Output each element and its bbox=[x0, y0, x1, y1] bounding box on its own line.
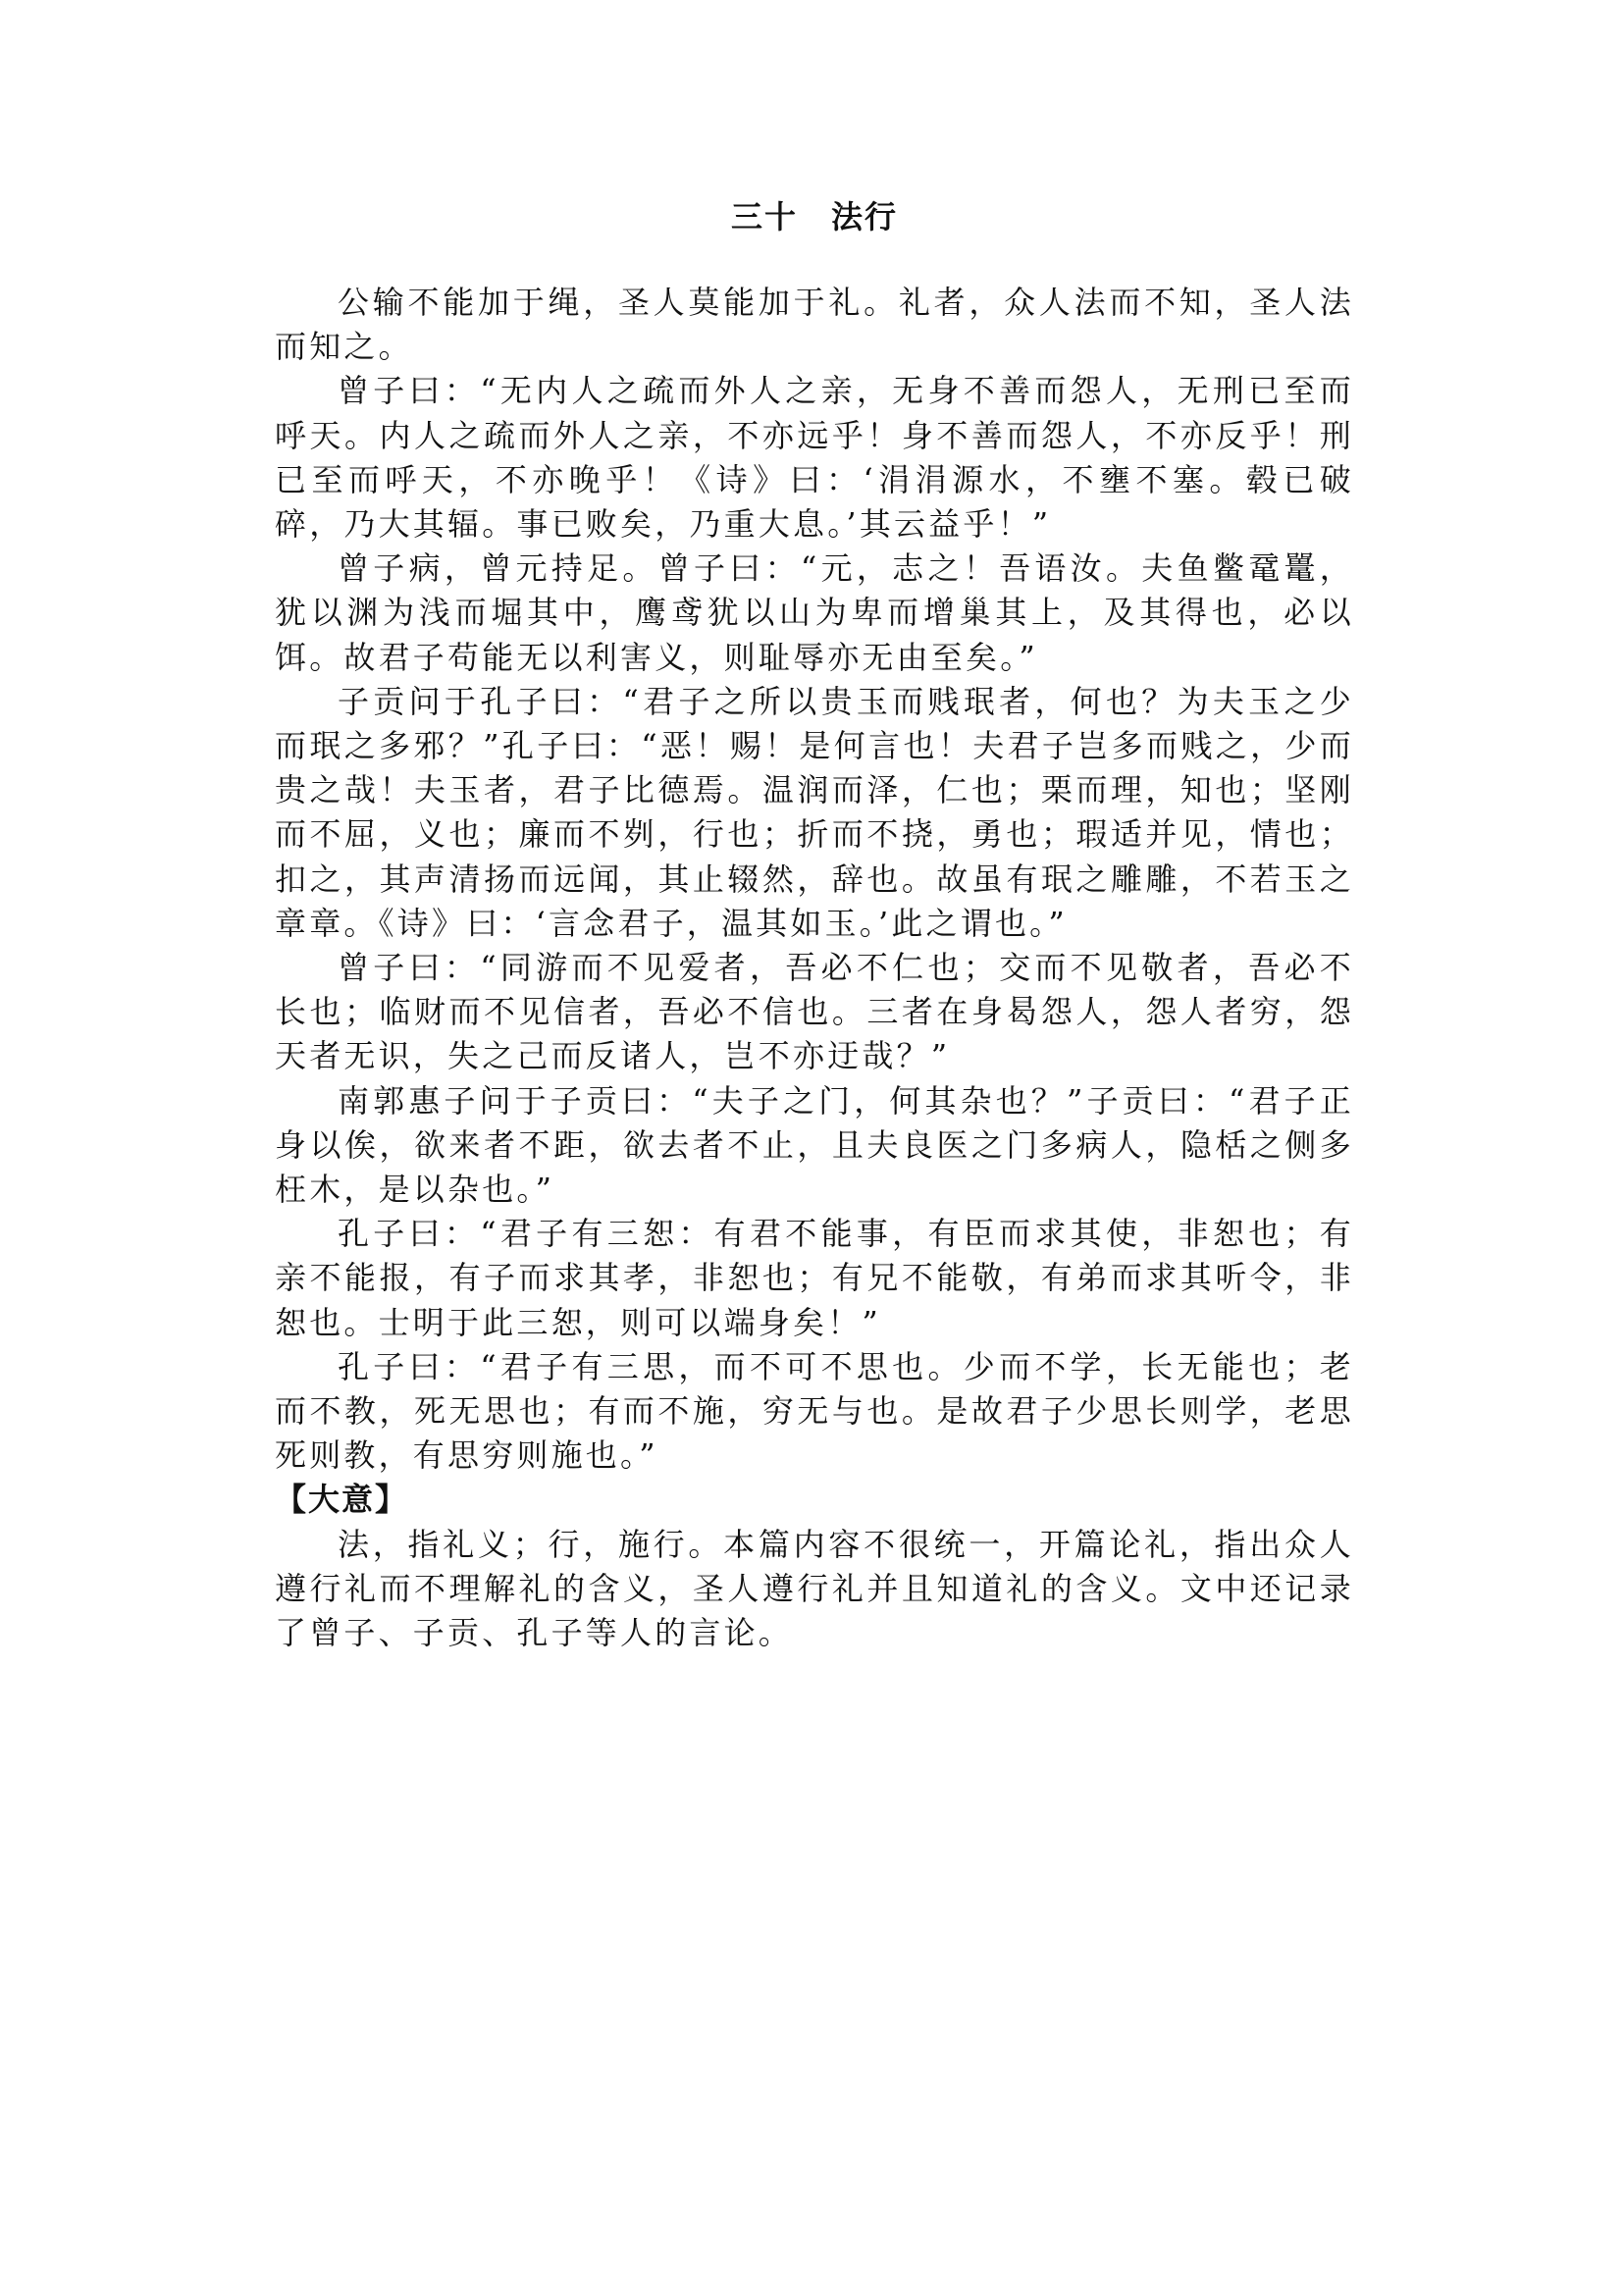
paragraph-1: 公输不能加于绳，圣人莫能加于礼。礼者，众人法而不知，圣人法而知之。 bbox=[275, 284, 1354, 366]
paragraph-4: 子贡问于孔子曰：“君子之所以贵玉而贱珉者，何也？为夫玉之少而珉之多邪？”孔子曰：“恶！赐！是何言也！夫君子岂多而贱之，少而贵之哉！夫玉者，君子比德焉。温润而泽，仁也；栗而理，知也；坚刚而不屈，义也；廉而不刿，行也；折而不挠，勇也；瑕适并见，情也；扣之，其声清扬而远闻，其止辍然，辞也。故虽有珉之雕雕，不若玉之章章。《诗》曰：‘言念君子，温其如玉。’此之谓也。” bbox=[275, 682, 1354, 942]
paragraph-6: 南郭惠子问于子贡曰：“夫子之门，何其杂也？”子贡曰：“君子正身以俟，欲来者不距，欲去者不止，且夫良医之门多病人，隐栝之侧多枉木，是以杂也。” bbox=[275, 1081, 1354, 1209]
paragraph-5: 曾子曰：“同游而不见爱者，吾必不仁也；交而不见敬者，吾必不长也；临财而不见信者，吾必不信也。三者在身曷怨人，怨人者穷，怨天者无识，失之己而反诸人，岂不亦迂哉？” bbox=[275, 949, 1354, 1075]
document-body bbox=[275, 281, 1354, 1655]
chapter-title: 三十 法行 bbox=[730, 198, 898, 235]
summary-heading: 【大意】 bbox=[275, 1481, 409, 1519]
paragraph-2: 曾子曰：“无内人之疏而外人之亲，无身不善而怨人，无刑已至而呼天。内人之疏而外人之亲，不亦远乎！身不善而怨人，不亦反乎！刑已至而呼天，不亦晚乎！《诗》曰：‘涓涓源水，不壅不塞。毂已破碎，乃大其辐。事已败矣，乃重大息。’其云益乎！” bbox=[275, 372, 1354, 544]
paragraph-7: 孔子曰：“君子有三恕：有君不能事，有臣而求其使，非恕也；有亲不能报，有子而求其孝，非恕也；有兄不能敬，有弟而求其听令，非恕也。士明于此三恕，则可以端身矣！” bbox=[275, 1215, 1354, 1341]
paragraph-8: 孔子曰：“君子有三思，而不可不思也。少而不学，长无能也；老而不教，死无思也；有而不施，穷无与也。是故君子少思长则学，老思死则教，有思穷则施也。” bbox=[275, 1347, 1354, 1475]
summary-paragraph: 法，指礼义；行，施行。本篇内容不很统一，开篇论礼，指出众人遵行礼而不理解礼的含义，圣人遵行礼并且知道礼的含义。文中还记录了曾子、子贡、孔子等人的言论。 bbox=[275, 1525, 1354, 1652]
paragraph-3: 曾子病，曾元持足。曾子曰：“元，志之！吾语汝。夫鱼鳖鼋鼍，犹以渊为浅而堀其中，鹰鸢犹以山为卑而增巢其上，及其得也，必以饵。故君子苟能无以利害义，则耻辱亦无由至矣。” bbox=[275, 549, 1354, 676]
